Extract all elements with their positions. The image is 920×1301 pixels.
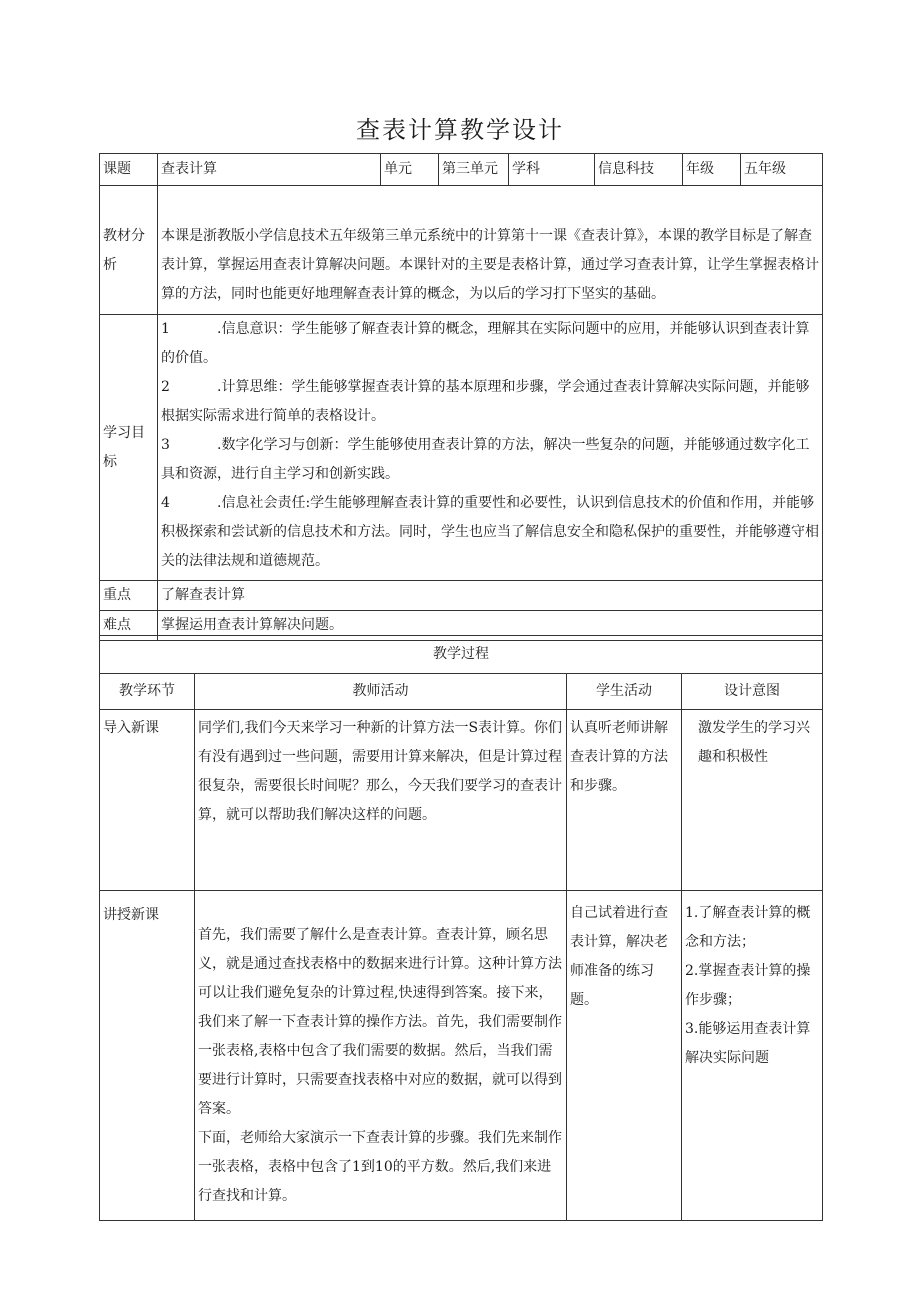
objective-item: 2 .计算思维：学生能够掌握查表计算的基本原理和步骤，学会通过查表计算解决实际问题，并能够根据实际需求进行简单的表格设计。	[161, 379, 810, 424]
process-header-row	[100, 674, 823, 710]
process-title: 教学过程	[100, 636, 823, 674]
lesson-info-table	[99, 153, 823, 641]
teacher-paragraph: 下面，老师给大家演示一下查表计算的步骤。我们先来制作一张表格，表格中包含了1到10的平方数。然后,我们来进行查找和计算。	[198, 1130, 562, 1204]
teacher-paragraph: 首先，我们需要了解什么是查表计算。查表计算，顾名思义，就是通过查找表格中的数据来进行计算。这种计算方法可以让我们避免复杂的计算过程,快速得到答案。接下来，我们来了解一下查表计算的操作方法。首先，我们需要制作一张表格,表格中包含了我们需要的数据。然后，当我们需要进行计算时，只需要查找表格中对应的数据，就可以得到答案。	[198, 927, 562, 1117]
col-header-student: 学生活动	[567, 674, 682, 710]
process-title-row	[100, 636, 823, 674]
unit-label: 单元	[381, 154, 439, 186]
key-point-row	[100, 581, 823, 611]
teacher-activity: 同学们,我们今天来学习一种新的计算方法一S表计算。你们有没有遇到过一些问题，需要用计算来解决，但是计算过程很复杂，需要很长时间呢？那么，今天我们要学习的查表计算，就可以帮助我们解决这样的问题。	[195, 710, 567, 891]
teacher-activity	[195, 891, 567, 1221]
col-header-teacher: 教师活动	[195, 674, 567, 710]
objectives-row	[100, 315, 823, 581]
col-header-stage: 教学环节	[100, 674, 195, 710]
key-point-label: 重点	[100, 581, 158, 611]
design-intent: 激发学生的学习兴趣和积极性	[682, 710, 823, 891]
intent-item: 3.能够运用查表计算解决实际问题	[685, 1021, 811, 1066]
student-activity: 认真听老师讲解查表计算的方法和步骤。	[567, 710, 682, 891]
objective-item: 4 .信息社会责任:学生能够理解查表计算的重要性和必要性，认识到信息技术的价值和作用，并能够积极探索和尝试新的信息技术和方法。同时，学生也应当了解信息安全和隐私保护的重要性，并能够遵守相关的法律法规和道德规范。	[161, 495, 819, 569]
analysis-row	[100, 186, 823, 315]
process-row-intro	[100, 710, 823, 891]
objectives-list	[158, 315, 823, 581]
teaching-process-table	[99, 635, 823, 1221]
intent-item: 2.掌握查表计算的操作步骤；	[685, 963, 811, 1008]
topic-label: 课题	[100, 154, 158, 186]
page-title: 查表计算教学设计	[356, 116, 564, 144]
objective-item: 3 .数字化学习与创新：学生能够使用查表计算的方法，解决一些复杂的问题，并能够通过数字化工具和资源，进行自主学习和创新实践。	[161, 437, 810, 482]
grade-value: 五年级	[741, 154, 823, 186]
unit-value: 第三单元	[439, 154, 509, 186]
process-row-new	[100, 891, 823, 1221]
stage-cell: 讲授新课	[100, 891, 195, 1221]
difficulty-text: 掌握运用查表计算解决问题。	[158, 611, 823, 641]
student-activity: 自己试着进行查表计算，解决老师准备的练习题。	[567, 891, 682, 1221]
subject-label: 学科	[509, 154, 595, 186]
grade-label: 年级	[683, 154, 741, 186]
objective-item: 1 .信息意识：学生能够了解查表计算的概念，理解其在实际问题中的应用，并能够认识到查表计算的价值。	[161, 321, 810, 366]
analysis-text: 本课是浙教版小学信息技术五年级第三单元系统中的计算第十一课《查表计算》，本课的教学目标是了解查表计算，掌握运用查表计算解决问题。本课针对的主要是表格计算，通过学习查表计算，让学生掌握表格计算的方法，同时也能更好地理解查表计算的概念，为以后的学习打下坚实的基础。	[158, 186, 823, 315]
subject-value: 信息科技	[595, 154, 683, 186]
objectives-label: 学习目标	[100, 315, 158, 581]
design-intent	[682, 891, 823, 1221]
analysis-label: 教材分析	[100, 186, 158, 315]
difficulty-label: 难点	[100, 611, 158, 641]
topic-value: 查表计算	[158, 154, 381, 186]
key-point-text: 了解查表计算	[158, 581, 823, 611]
intent-item: 1.了解查表计算的概念和方法；	[685, 905, 811, 950]
stage-cell: 导入新课	[100, 710, 195, 891]
header-row	[100, 154, 823, 186]
col-header-intent: 设计意图	[682, 674, 823, 710]
